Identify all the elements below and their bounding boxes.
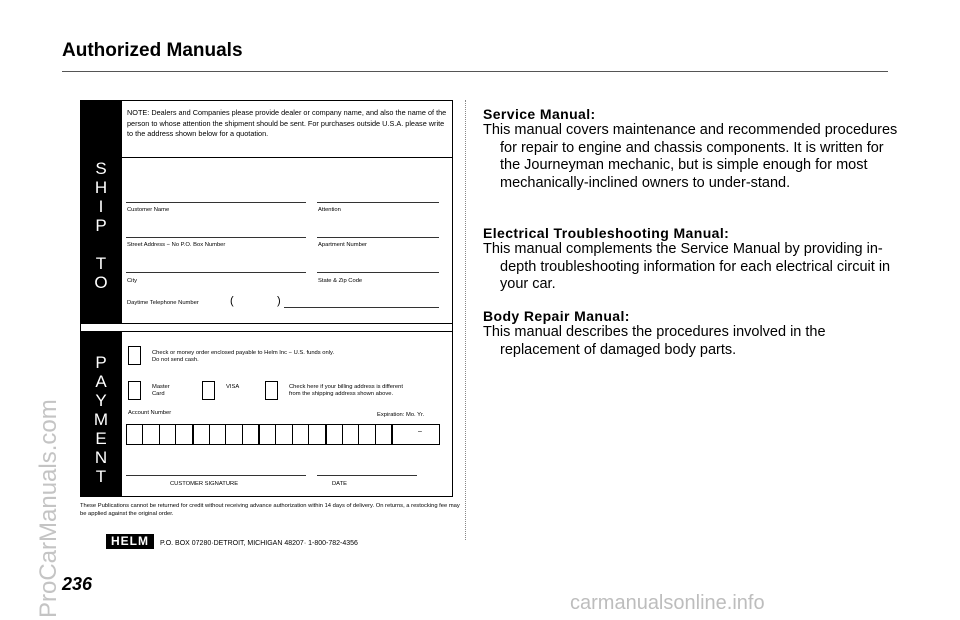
account-digit-cell[interactable] (376, 425, 393, 444)
payment-letter: T (95, 467, 107, 486)
payment-letter: A (95, 372, 107, 391)
area-code-close-paren: ) (277, 295, 281, 307)
mastercard-label-line2: Card (152, 391, 165, 397)
watermark (6, 130, 76, 620)
attention-line[interactable] (317, 202, 439, 203)
section-body: This manual covers maintenance and recommended procedures for repair to engine and chassis components. It is written for the Journeyman mechanic, but is simple enough for most mechanically-inclined owners to under-stand. (483, 122, 898, 191)
mastercard-label-line1: Master (152, 384, 170, 390)
payment-letter: E (95, 429, 107, 448)
helm-address: P.O. BOX 07280·DETROIT, MICHIGAN 48207· 1-800-782-4356 (160, 540, 358, 547)
account-digit-cell[interactable] (210, 425, 226, 444)
section-heading: Electrical Troubleshooting Manual: (483, 225, 730, 241)
electrical-manual-section (483, 225, 903, 294)
ship-letter: I (98, 197, 104, 216)
billing-address-label-line1: Check here if your billing address is different (289, 384, 403, 390)
customer-name-label: Customer Name (127, 207, 170, 213)
customer-signature-label: CUSTOMER SIGNATURE (170, 481, 239, 487)
city-line[interactable] (126, 272, 306, 273)
daytime-phone-line[interactable] (284, 307, 439, 308)
site-footer-watermark: carmanualsonline.info (570, 592, 765, 614)
customer-signature-line[interactable] (126, 475, 306, 476)
visa-label: VISA (226, 384, 240, 390)
account-digit-cell[interactable] (359, 425, 375, 444)
daytime-phone-label: Daytime Telephone Number (127, 300, 199, 306)
date-label: DATE (332, 481, 348, 487)
account-digit-cell[interactable] (160, 425, 176, 444)
mastercard-checkbox[interactable] (128, 381, 141, 400)
section-heading: Body Repair Manual: (483, 308, 630, 324)
attention-label: Attention (318, 207, 341, 213)
account-digit-cell[interactable] (176, 425, 193, 444)
account-digit-cell[interactable] (243, 425, 260, 444)
city-label: City (127, 278, 137, 284)
billing-address-checkbox[interactable] (265, 381, 278, 400)
street-address-line[interactable] (126, 237, 306, 238)
page-number: 236 (62, 574, 93, 594)
payment-letter: M (93, 410, 109, 429)
check-money-order-checkbox[interactable] (128, 346, 141, 365)
account-digit-cell[interactable] (226, 425, 242, 444)
payment-band (81, 331, 121, 496)
street-address-label: Street Address − No P.O. Box Number (127, 242, 226, 248)
returns-disclaimer: These Publications cannot be returned for credit without receiving advance authorization within 14 days of delivery. On returns, a restocking fee may be applied against the original order. (80, 503, 460, 517)
column-divider (465, 100, 466, 540)
ship-to-band (81, 101, 121, 323)
ship-letter-gap (81, 235, 121, 254)
title-divider (62, 71, 888, 72)
dealer-note: NOTE: Dealers and Companies please provide dealer or company name, and also the name of the person to whose attention the shipment should be sent. For purchases outside U.S.A. please write to the address shown below for a quotation. (127, 108, 447, 138)
order-form (80, 100, 453, 497)
customer-name-line[interactable] (126, 202, 306, 203)
state-zip-label: State & Zip Code (318, 278, 363, 284)
account-number-label: Account Number (128, 410, 172, 416)
section-body: This manual complements the Service Manual by providing in-depth troubleshooting information for each electrical circuit in your car. (483, 241, 891, 292)
service-manual-section (483, 106, 903, 192)
section-body: This manual describes the procedures involved in the replacement of damaged body parts. (483, 324, 826, 358)
page-title: Authorized Manuals (62, 40, 243, 61)
expiration-dash: – (418, 428, 422, 435)
apartment-number-line[interactable] (317, 237, 439, 238)
no-cash-label: Do not send cash. (152, 357, 199, 363)
account-digit-cell[interactable] (327, 425, 343, 444)
helm-logo: HELM (106, 534, 154, 549)
body-repair-manual-section (483, 308, 903, 359)
visa-checkbox[interactable] (202, 381, 215, 400)
payment-section (121, 331, 453, 497)
account-digit-cell[interactable] (293, 425, 309, 444)
expiration-label: Expiration: Mo. Yr. (377, 412, 425, 418)
watermark-text: ProCarManuals.com (35, 399, 62, 618)
account-number-field[interactable] (126, 424, 440, 445)
billing-address-label-line2: from the shipping address shown above. (289, 391, 394, 397)
apartment-number-label: Apartment Number (318, 242, 367, 248)
state-zip-line[interactable] (317, 272, 439, 273)
note-divider (122, 157, 453, 158)
payment-letter: Y (95, 391, 107, 410)
payment-letter: N (94, 448, 108, 467)
ship-letter: T (95, 254, 107, 273)
account-digit-cell[interactable] (309, 425, 326, 444)
ship-letter: P (95, 216, 107, 235)
ship-to-section (121, 101, 453, 323)
account-digit-cell[interactable] (143, 425, 159, 444)
payment-letter: P (95, 353, 107, 372)
date-line[interactable] (317, 475, 417, 476)
ship-letter: H (94, 178, 108, 197)
account-digit-cell[interactable] (127, 425, 143, 444)
account-digit-cell[interactable] (194, 425, 210, 444)
ship-letter: S (95, 159, 107, 178)
expiration-cell[interactable] (393, 425, 439, 444)
section-heading: Service Manual: (483, 106, 596, 122)
account-digit-cell[interactable] (276, 425, 292, 444)
area-code-open-paren: ( (230, 295, 234, 307)
account-digit-cell[interactable] (343, 425, 359, 444)
account-digit-cell[interactable] (260, 425, 276, 444)
ship-letter: O (94, 273, 108, 292)
check-money-order-label: Check or money order enclosed payable to Helm Inc − U.S. funds only. (152, 350, 335, 356)
